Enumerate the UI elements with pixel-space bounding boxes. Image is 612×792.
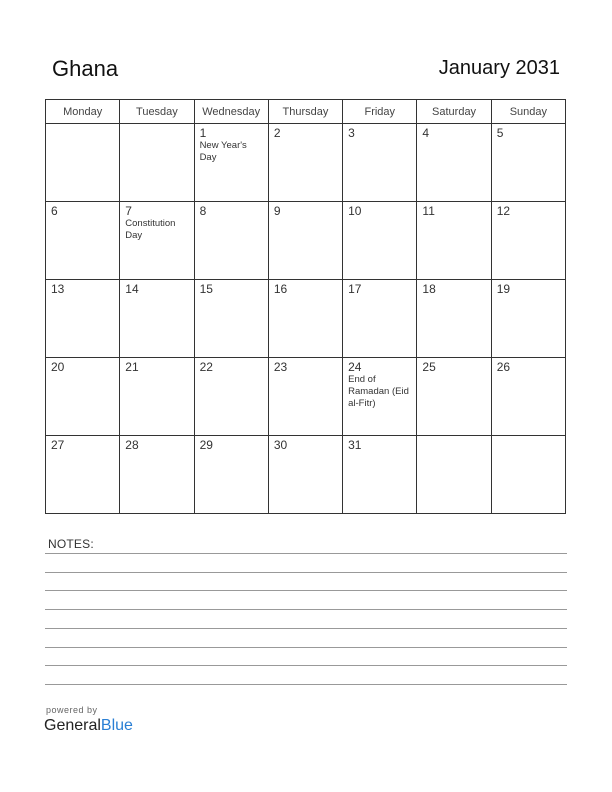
day-cell (491, 124, 565, 202)
day-number: 6 (51, 204, 58, 218)
day-number: 10 (348, 204, 362, 218)
day-cell (268, 436, 342, 514)
day-cell (268, 358, 342, 436)
holiday-label: New Year's Day (199, 140, 247, 163)
day-cell (46, 280, 120, 358)
weekday-header: Sunday (491, 100, 565, 124)
brand-general-text: General (44, 717, 101, 734)
day-number: 16 (273, 282, 288, 296)
day-number: 13 (51, 282, 65, 296)
weekday-header: Thursday (268, 100, 342, 124)
powered-by-label: powered by (46, 705, 98, 715)
week-row (46, 124, 566, 202)
notes-line (45, 647, 567, 648)
day-cell (491, 436, 565, 514)
holiday-label: End of Ramadan (Eid al-Fitr) (348, 374, 409, 409)
weekday-header: Wednesday (194, 100, 268, 124)
day-cell (46, 358, 120, 436)
weekday-header: Tuesday (120, 100, 194, 124)
notes-line (45, 665, 567, 666)
day-number: 20 (51, 360, 65, 374)
day-number: 7 (125, 204, 132, 218)
month-year-title: January 2031 (438, 57, 560, 79)
day-number: 24 (348, 360, 362, 374)
day-cell (417, 124, 491, 202)
day-number: 26 (496, 360, 511, 374)
day-number: 31 (348, 438, 362, 452)
day-cell (194, 202, 268, 280)
day-number: 22 (199, 360, 213, 374)
day-cell (46, 436, 120, 514)
notes-line (45, 684, 567, 685)
day-number: 9 (273, 204, 281, 218)
day-number: 25 (422, 360, 436, 374)
weekday-header: Saturday (417, 100, 491, 124)
generalblue-logo (44, 717, 133, 735)
notes-line (45, 590, 567, 591)
day-number: 14 (125, 282, 139, 296)
weekday-header-row (46, 100, 566, 124)
day-cell (343, 124, 417, 202)
week-row (46, 436, 566, 514)
day-cell (120, 358, 194, 436)
day-cell (120, 202, 194, 280)
country-title: Ghana (52, 56, 119, 81)
weekday-header: Friday (343, 100, 417, 124)
day-number: 3 (348, 126, 355, 140)
weekday-header: Monday (46, 100, 120, 124)
day-number: 18 (422, 282, 436, 296)
day-cell (491, 202, 565, 280)
day-cell (120, 124, 194, 202)
day-number: 17 (348, 282, 362, 296)
day-cell (343, 436, 417, 514)
day-number (120, 124, 193, 126)
day-number: 8 (199, 204, 207, 218)
day-cell (343, 358, 417, 436)
day-number: 29 (199, 438, 213, 452)
day-cell (268, 280, 342, 358)
day-number: 30 (273, 438, 288, 452)
day-cell (46, 202, 120, 280)
day-number: 4 (422, 126, 430, 140)
day-cell (120, 436, 194, 514)
day-cell (417, 358, 491, 436)
day-cell (194, 124, 268, 202)
day-cell (417, 280, 491, 358)
day-number (46, 124, 119, 126)
day-cell (120, 280, 194, 358)
notes-line (45, 609, 567, 610)
week-row (46, 202, 566, 280)
day-number: 2 (273, 126, 281, 140)
day-number: 19 (496, 282, 511, 296)
day-number: 5 (496, 126, 504, 140)
day-number: 12 (496, 204, 511, 218)
day-number: 23 (273, 360, 288, 374)
week-row (46, 280, 566, 358)
day-number: 1 (199, 126, 207, 140)
day-cell (491, 358, 565, 436)
day-cell (343, 202, 417, 280)
calendar-grid (45, 99, 566, 514)
week-row (46, 358, 566, 436)
day-cell (194, 358, 268, 436)
notes-line (45, 553, 567, 554)
day-number (492, 436, 565, 438)
day-cell (417, 202, 491, 280)
day-cell (268, 124, 342, 202)
day-cell (343, 280, 417, 358)
day-cell (268, 202, 342, 280)
brand-blue-text: Blue (100, 717, 133, 734)
day-number: 21 (125, 360, 139, 374)
day-number: 27 (51, 438, 65, 452)
day-cell (194, 280, 268, 358)
notes-label: NOTES: (48, 537, 94, 551)
day-number: 28 (125, 438, 139, 452)
day-number (417, 436, 490, 438)
holiday-label: Constitution Day (125, 218, 176, 241)
notes-line (45, 628, 567, 629)
day-number: 15 (199, 282, 213, 296)
day-cell (417, 436, 491, 514)
day-number: 11 (422, 204, 435, 218)
day-cell (491, 280, 565, 358)
day-cell (194, 436, 268, 514)
notes-line (45, 572, 567, 573)
day-cell (46, 124, 120, 202)
